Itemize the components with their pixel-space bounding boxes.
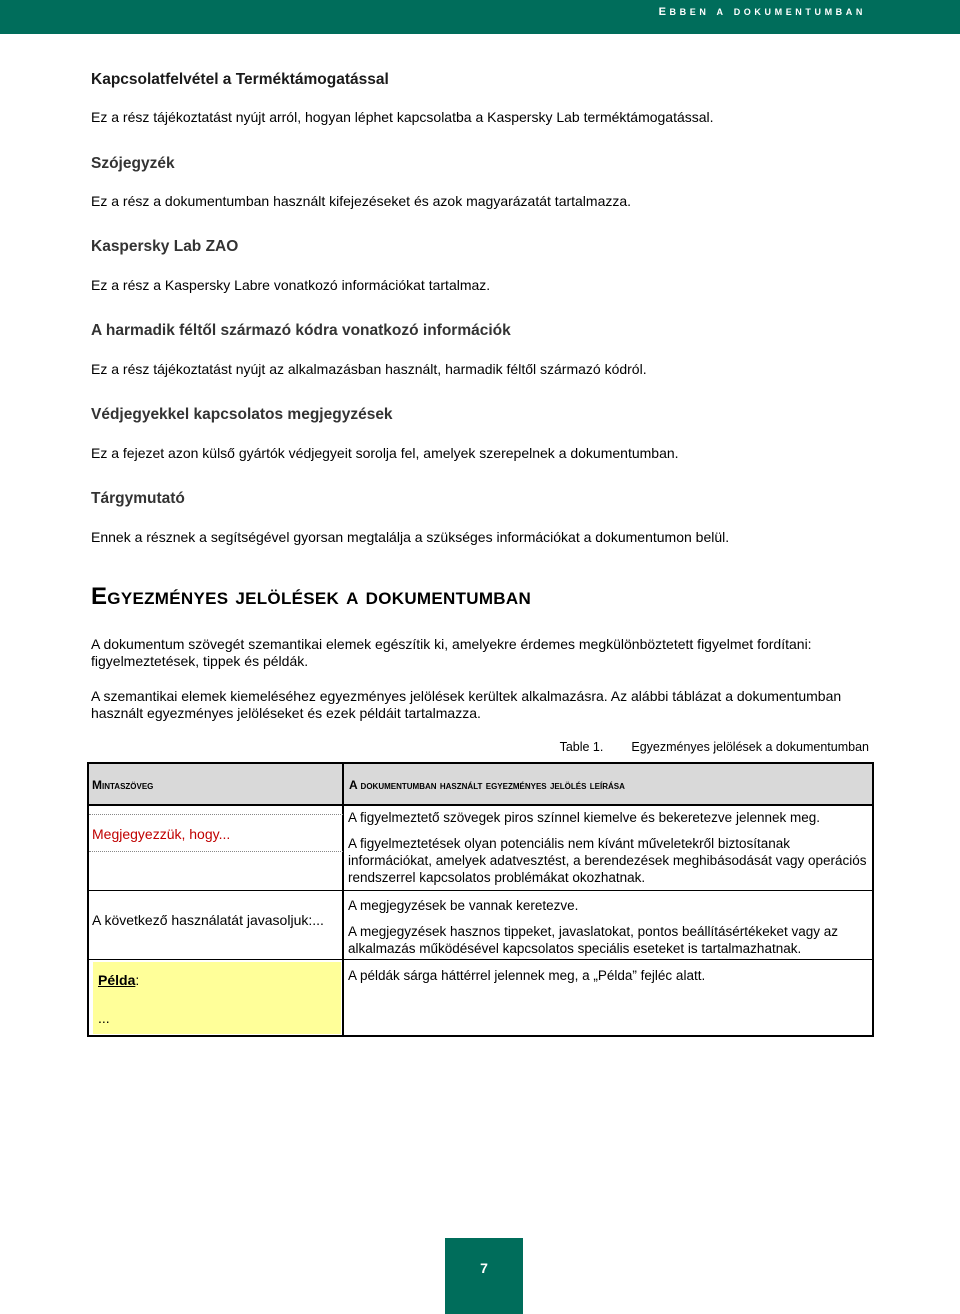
table-header-description: A dokumentumban használt egyezményes jelölés leírása bbox=[344, 764, 872, 806]
section-title: Tárgymutató bbox=[91, 490, 185, 507]
header-bar bbox=[0, 0, 960, 34]
section-title: Kapcsolatfelvétel a Terméktámogatással bbox=[91, 71, 389, 88]
warning-frame-top bbox=[89, 814, 343, 815]
note-sample: A következő használatát javasoljuk:... bbox=[92, 912, 324, 928]
conventions-paragraph: A szemantikai elemek kiemeléséhez egyezményes jelölések kerültek alkalmazásra. Az alábbi táblázat a dokumentumban használt egyezményes jelöléseket és ezek példáit tartalmazza. bbox=[91, 688, 842, 721]
header-title: ebben a dokumentumban bbox=[658, 2, 866, 19]
warning-description bbox=[348, 809, 868, 886]
section-text: Ez a rész tájékoztatást nyújt az alkalmazásban használt, harmadik féltől származó kódról. bbox=[91, 361, 647, 377]
row-divider bbox=[89, 890, 872, 891]
section-text: Ennek a résznek a segítségével gyorsan megtalálja a szükséges információkat a dokumentumon belül. bbox=[91, 529, 730, 545]
section-title: Kaspersky Lab ZAO bbox=[91, 238, 239, 255]
note-desc-2: A megjegyzések hasznos tippeket, javaslatokat, pontos beállításértékeket vagy az alkalmazás működésével kapcsolatos speciális eseteket is tartalmazhatnak. bbox=[348, 924, 839, 956]
page-number: 7 bbox=[445, 1238, 523, 1314]
column-divider bbox=[342, 806, 344, 1035]
section-text: Ez a rész a dokumentumban használt kifejezéseket és azok magyarázatát tartalmazza. bbox=[91, 193, 632, 209]
caption-text: Egyezményes jelölések a dokumentumban bbox=[631, 740, 869, 754]
example-box bbox=[93, 962, 341, 1034]
example-label: Példa: bbox=[98, 972, 140, 988]
note-desc-1: A megjegyzések be vannak keretezve. bbox=[348, 898, 579, 913]
conventions-paragraph: A dokumentum szövegét szemantikai elemek egészítik ki, amelyekre érdemes megkülönböztetett figyelmet fordítani: figyelmeztetések, tippek és példák. bbox=[91, 636, 812, 669]
table-caption bbox=[560, 740, 869, 754]
warning-desc-1: A figyelmeztető szövegek piros színnel kiemelve és bekeretezve jelennek meg. bbox=[348, 810, 820, 825]
warning-desc-2: A figyelmeztetések olyan potenciális nem kívánt műveletekről biztosítanak információkat, amelyek adatvesztést, a berendezések meghibásodását vagy operációs rendszerrel kapcsolatos problémákat okozhatnak. bbox=[348, 836, 867, 885]
section-title: Szójegyzék bbox=[91, 155, 175, 172]
row-divider bbox=[89, 959, 872, 960]
section-text: Ez a rész a Kaspersky Labre vonatkozó információkat tartalmaz. bbox=[91, 277, 491, 293]
caption-number: Table 1. bbox=[559, 740, 604, 754]
conventions-table bbox=[87, 762, 874, 1037]
note-description bbox=[348, 897, 868, 957]
section-title: Védjegyekkel kapcsolatos megjegyzések bbox=[91, 406, 393, 423]
section-text: Ez a rész tájékoztatást nyújt arról, hogyan léphet kapcsolatba a Kaspersky Lab terméktámogatással. bbox=[91, 109, 714, 125]
section-text: Ez a fejezet azon külső gyártók védjegyeit sorolja fel, amelyek szerepelnek a dokumentumban. bbox=[91, 445, 679, 461]
example-description: A példák sárga háttérrel jelennek meg, a „Példa” fejléc alatt. bbox=[348, 968, 706, 983]
section-title: A harmadik féltől származó kódra vonatkozó információk bbox=[91, 322, 511, 339]
example-dots: ... bbox=[98, 1010, 110, 1026]
conventions-heading: Egyezményes jelölések a dokumentumban bbox=[91, 583, 532, 610]
warning-sample: Megjegyezzük, hogy... bbox=[92, 826, 231, 842]
warning-frame-bottom bbox=[89, 851, 343, 852]
table-header-sample: Mintaszöveg bbox=[89, 764, 344, 806]
